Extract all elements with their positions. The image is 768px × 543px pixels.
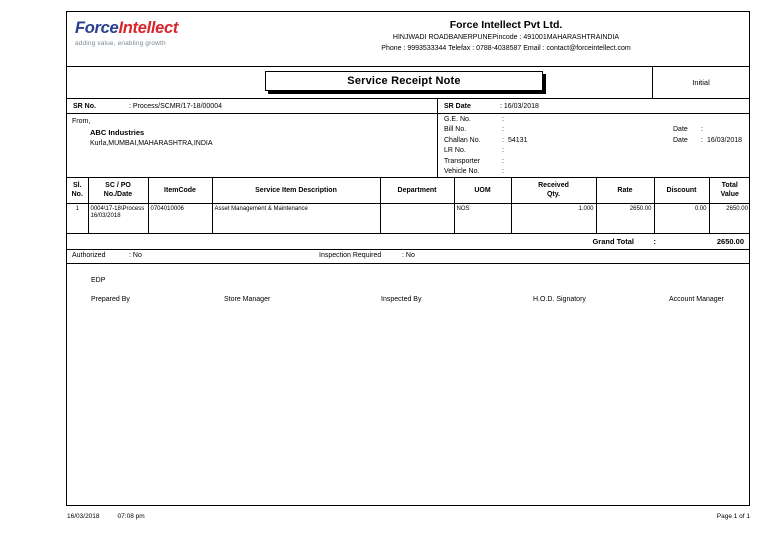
- footer-page-number: Page 1 of 1: [716, 513, 750, 520]
- company-address: HINJWADI ROADBANERPUNEPincode : 491001MAHARASHTRAINDIA: [392, 34, 620, 41]
- grand-total-value: 2650.00: [716, 236, 744, 246]
- company-logo: [75, 19, 265, 47]
- field-label: Bill No.: [444, 126, 467, 134]
- col-header-line1: UOM: [474, 186, 491, 194]
- authorization-row: [67, 250, 749, 264]
- field-label: LR No.: [444, 147, 466, 155]
- field-row-challan-no: [438, 136, 749, 146]
- initial-cell: [652, 67, 749, 98]
- document-title-container: [265, 71, 545, 93]
- company-name: Force Intellect Pvt Ltd.: [449, 19, 563, 31]
- logo-word-intellect: Intellect: [118, 19, 179, 37]
- col-header-discount: [654, 178, 709, 203]
- cell-total-value: 2650.00: [709, 203, 750, 233]
- party-name: ABC Industries: [90, 128, 145, 137]
- field-colon: :: [502, 116, 504, 123]
- col-header-line1: Rate: [617, 186, 633, 194]
- field-colon: :: [502, 126, 504, 134]
- authorized-value: : No: [129, 251, 142, 259]
- address-and-fields-band: [67, 114, 749, 178]
- table-row: [67, 203, 750, 233]
- items-table-header-row: [67, 178, 750, 203]
- letterhead: [67, 12, 749, 67]
- col-header-uom: [454, 178, 511, 203]
- field-colon: :: [502, 136, 504, 144]
- cell-sc-po-number: 0004\17-18\Process: [90, 205, 145, 212]
- field-value-2: 16/03/2018: [707, 136, 743, 144]
- items-table: [67, 178, 750, 234]
- signature-store-manager: Store Manager: [224, 295, 271, 303]
- field-colon: :: [502, 147, 504, 155]
- sr-no-label: SR No.: [73, 102, 96, 110]
- field-row-vehicle-no: [438, 167, 749, 177]
- col-header-line1: ItemCode: [164, 186, 196, 194]
- col-header-sc-po: [88, 178, 148, 203]
- inspection-required-value: : No: [402, 251, 415, 259]
- sr-number-row: [67, 99, 749, 114]
- sr-date-group: [438, 99, 749, 113]
- field-colon: :: [502, 167, 504, 175]
- col-header-line1: Total: [721, 181, 738, 189]
- grand-total-colon: :: [653, 236, 656, 246]
- col-header-line1: SC / PO: [105, 181, 131, 189]
- sr-date-value: : 16/03/2018: [500, 102, 539, 110]
- col-header-line1: Discount: [666, 186, 697, 194]
- field-row-ge-no: [438, 115, 749, 125]
- initial-label: Initial: [692, 78, 710, 87]
- footer-time: 07:08 pm: [117, 513, 145, 520]
- company-contact: Phone : 9993533344 Telefax : 0788-4038587 Email : contact@forceintellect.com: [381, 45, 631, 52]
- col-header-description: [212, 178, 380, 203]
- field-row-transporter: [438, 157, 749, 167]
- signature-row: [67, 296, 749, 308]
- field-row-lr-no: [438, 146, 749, 156]
- field-value: 54131: [508, 136, 528, 144]
- party-address: Kurla,MUMBAI,MAHARASHTRA,INDIA: [90, 140, 213, 147]
- signature-hod-signatory: H.O.D. Signatory: [533, 295, 586, 303]
- col-header-sl-no: [67, 178, 88, 203]
- logo-tagline: adding value, enabling growth: [75, 40, 166, 47]
- sr-no-value: : Process/SCMR/17-18/00004: [129, 102, 222, 110]
- field-row-bill-no: [438, 125, 749, 135]
- col-header-line1: Sl.: [72, 181, 82, 189]
- from-label: From,: [72, 118, 91, 125]
- from-party-block: [67, 114, 438, 177]
- col-header-line2: No./Date: [103, 191, 133, 199]
- col-header-received-qty: [511, 178, 596, 203]
- field-label: G.E. No.: [444, 116, 471, 123]
- footer-left: [67, 513, 145, 520]
- document-fields-block: [438, 114, 749, 177]
- edp-label: EDP: [91, 276, 106, 284]
- col-header-line1: Service Item Description: [255, 186, 337, 194]
- field-colon: :: [502, 157, 504, 165]
- col-header-itemcode: [148, 178, 212, 203]
- field-label-2: Date: [673, 136, 688, 144]
- field-label: Transporter: [444, 157, 480, 165]
- col-header-line1: Received: [538, 181, 569, 189]
- field-label: Vehicle No.: [444, 167, 480, 175]
- col-header-line1: Department: [397, 186, 437, 194]
- cell-rate: 2650.00: [596, 203, 654, 233]
- col-header-line2: Qty.: [546, 191, 561, 199]
- field-label-2: Date: [673, 126, 688, 134]
- page-title: Service Receipt Note: [347, 75, 461, 87]
- sr-date-label: SR Date: [444, 102, 471, 110]
- logo-wordmark: [75, 19, 265, 38]
- company-details: [267, 18, 745, 54]
- logo-word-force: Force: [75, 19, 119, 37]
- cell-received-qty: 1.000: [511, 203, 596, 233]
- field-colon-2: :: [701, 126, 703, 134]
- sr-no-group: [67, 99, 438, 113]
- document-title-box: [265, 71, 543, 91]
- footer-date: 16/03/2018: [67, 513, 100, 520]
- field-colon-2: :: [701, 136, 703, 144]
- signature-prepared-by: Prepared By: [91, 295, 130, 303]
- col-header-line2: No.: [71, 191, 83, 199]
- inspection-required-label: Inspection Required: [319, 251, 382, 259]
- signature-band: [67, 264, 749, 490]
- cell-sc-po-date: 16/03/2018: [90, 213, 121, 219]
- cell-uom: NOS: [454, 203, 511, 233]
- col-header-department: [380, 178, 454, 203]
- grand-total-label: Grand Total: [592, 236, 634, 246]
- signature-inspected-by: Inspected By: [381, 295, 422, 303]
- cell-department: [380, 203, 454, 233]
- grand-total-row: [67, 234, 749, 250]
- col-header-line2: Value: [720, 191, 739, 199]
- field-label: Challan No.: [444, 136, 481, 144]
- cell-sc-po: [88, 203, 148, 233]
- authorized-label: Authorized: [72, 251, 106, 259]
- col-header-total-value: [709, 178, 750, 203]
- cell-discount: 0.00: [654, 203, 709, 233]
- signature-account-manager: Account Manager: [669, 295, 724, 303]
- cell-description: Asset Management & Maintenance: [212, 203, 380, 233]
- col-header-rate: [596, 178, 654, 203]
- cell-sl-no: 1: [67, 203, 88, 233]
- receipt-sheet: [66, 11, 750, 506]
- cell-itemcode: 0704010006: [148, 203, 212, 233]
- title-band: [67, 67, 749, 99]
